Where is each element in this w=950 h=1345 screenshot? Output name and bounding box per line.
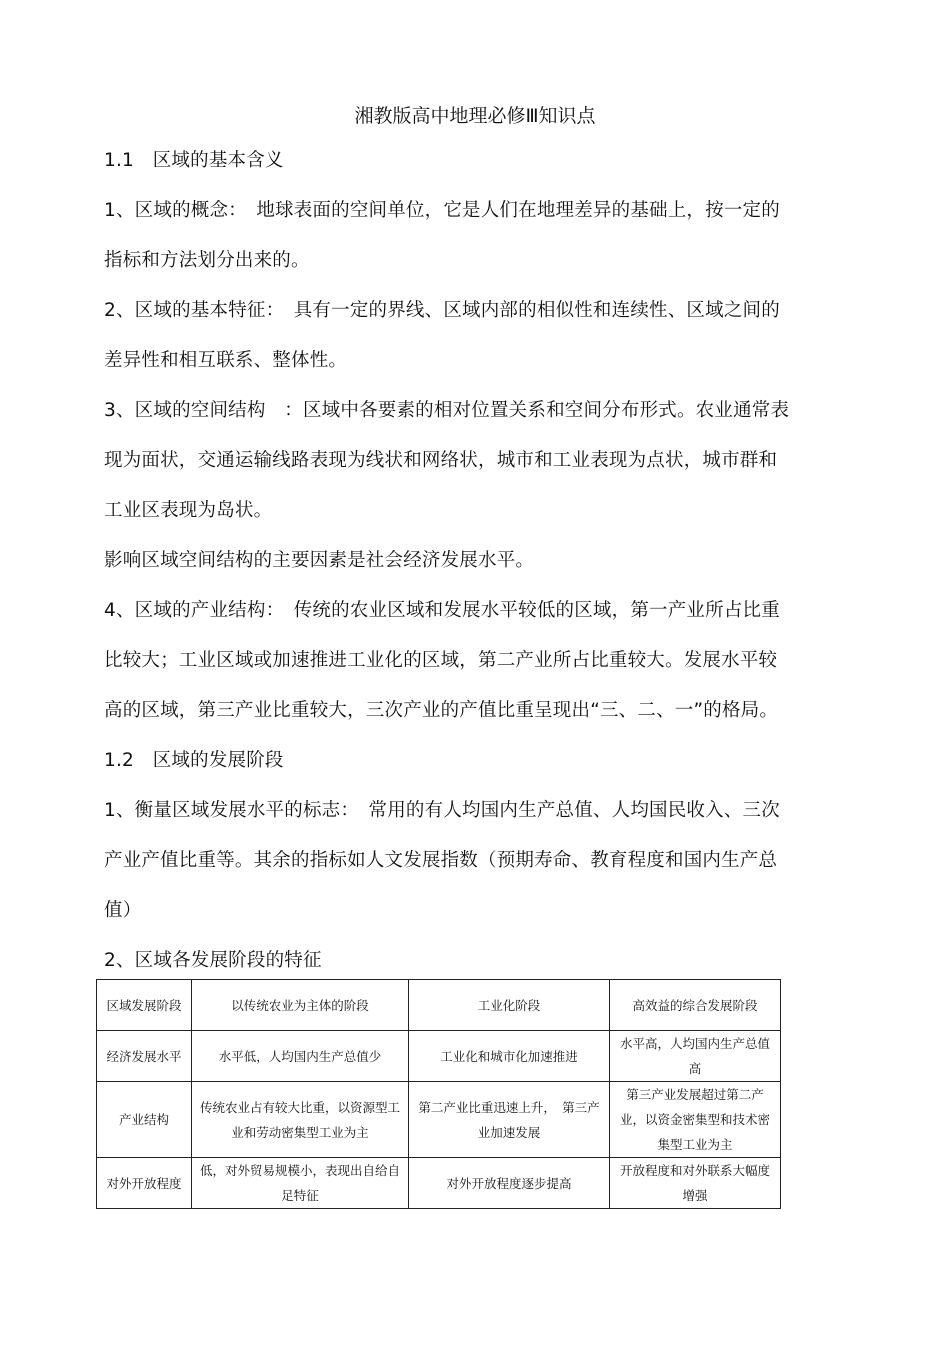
paragraph-line: 差异性和相互联系、整体性。 [104,350,348,371]
table-cell: 对外开放程度 [97,1158,192,1209]
table-cell: 工业化和城市化加速推进 [409,1031,610,1082]
paragraph-line: 4、区域的产业结构： 传统的农业区域和发展水平较低的区域，第一产业所占比重 [104,600,780,621]
paragraph-line: 1、衡量区域发展水平的标志： 常用的有人均国内生产总值、人均国民收入、三次 [104,800,780,821]
paragraph-line: 现为面状，交通运输线路表现为线状和网络状，城市和工业表现为点状，城市群和 [104,450,778,471]
paragraph-line: 2、区域各发展阶段的特征 [104,950,322,971]
table-header-cell: 工业化阶段 [409,980,610,1031]
table-cell: 水平低，人均国内生产总值少 [192,1031,409,1082]
paragraph-line: 3、区域的空间结构 ：区域中各要素的相对位置关系和空间分布形式。农业通常表 [104,400,790,421]
section-heading-1-2: 1.2 区域的发展阶段 [104,750,284,771]
table-header-cell: 区域发展阶段 [97,980,192,1031]
table-header-cell: 以传统农业为主体的阶段 [192,980,409,1031]
table-cell: 产业结构 [97,1082,192,1158]
paragraph-line: 产业产值比重等。其余的指标如人文发展指数（预期寿命、教育程度和国内生产总 [104,850,778,871]
table-header-row [97,980,781,1031]
table-cell: 水平高，人均国内生产总值高 [610,1031,781,1082]
paragraph-line: 比较大；工业区域或加速推进工业化的区域，第二产业所占比重较大。发展水平较 [104,650,778,671]
paragraph-line: 影响区域空间结构的主要因素是社会经济发展水平。 [104,550,535,571]
paragraph-line: 值） [104,900,142,921]
table-cell: 对外开放程度逐步提高 [409,1158,610,1209]
paragraph-line: 工业区表现为岛状。 [104,500,273,521]
development-stages-table [96,979,781,1209]
table-header-cell: 高效益的综合发展阶段 [610,980,781,1031]
table-cell: 传统农业占有较大比重，以资源型工业和劳动密集型工业为主 [192,1082,409,1158]
section-heading-1-1: 1.1 区域的基本含义 [104,150,284,171]
paragraph-line: 2、区域的基本特征： 具有一定的界线、区域内部的相似性和连续性、区域之间的 [104,300,780,321]
paragraph-line: 指标和方法划分出来的。 [104,250,310,271]
table-cell: 第三产业发展超过第二产业，以资金密集型和技术密集型工业为主 [610,1082,781,1158]
table-cell: 经济发展水平 [97,1031,192,1082]
paragraph-line: 高的区域，第三产业比重较大，三次产业的产值比重呈现出“三、二、一”的格局。 [104,700,779,721]
table-row [97,1082,781,1158]
table-row [97,1158,781,1209]
document-title: 湘教版高中地理必修Ⅲ知识点 [354,105,596,127]
table-cell: 开放程度和对外联系大幅度增强 [610,1158,781,1209]
table-row [97,1031,781,1082]
table-cell: 第二产业比重迅速上升， 第三产业加速发展 [409,1082,610,1158]
paragraph-line: 1、区域的概念： 地球表面的空间单位，它是人们在地理差异的基础上，按一定的 [104,200,780,221]
table-cell: 低，对外贸易规模小，表现出自给自足特征 [192,1158,409,1209]
